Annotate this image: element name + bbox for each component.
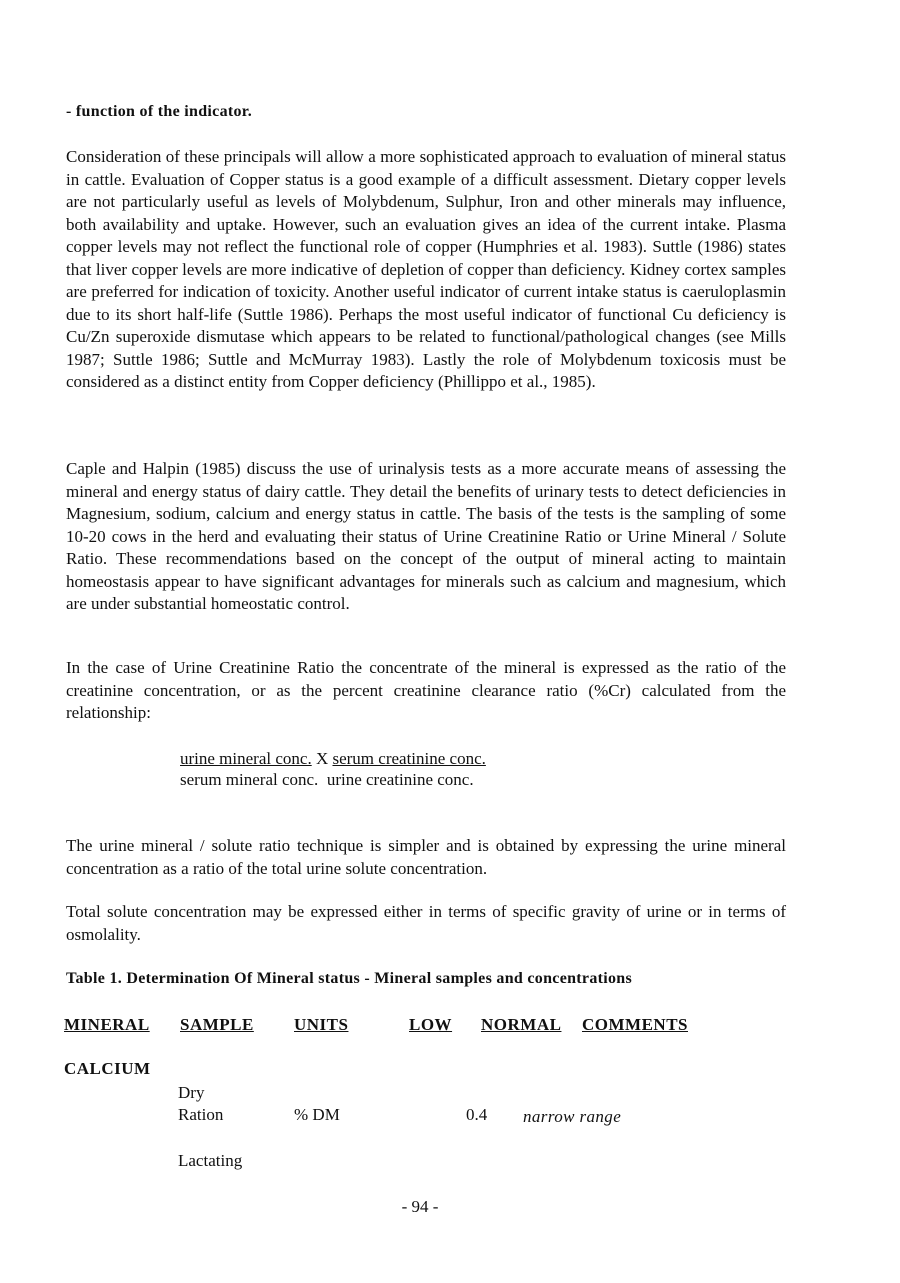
formula-denominator-right: urine creatinine conc. bbox=[326, 770, 474, 789]
table-title: Table 1. Determination Of Mineral status - Mineral samples and concentrations bbox=[66, 970, 633, 987]
table-header-sample: SAMPLE bbox=[180, 1015, 254, 1034]
table-normal-value: 0.4 bbox=[466, 1105, 488, 1124]
table-header-units: UNITS bbox=[294, 1015, 349, 1034]
table-header-mineral: MINERAL bbox=[64, 1015, 150, 1034]
section-heading-fragment: - function of the indicator. bbox=[66, 103, 253, 120]
paragraph-copper-status: Consideration of these principals will allow a more sophisticated approach to evaluation of mineral status in cattle. Evaluation of Copper status is a good example of a difficult assessment. Dietary copper levels are not particularly useful as levels of Molybdenum, Sulphur, Iron and other minerals may influence, both availability and uptake. However, such an evaluation gives an idea of the current intake. Plasma copper levels may not reflect the functional role of copper (Humphries et al. 1983). Suttle (1986) states that liver copper levels are more indicative of depletion of copper than deficiency. Kidney cortex samples are preferred for indication of toxicity. Another useful indicator of current intake status is caeruloplasmin due to its short half-life (Suttle 1986). Perhaps the most useful indicator of functional Cu deficiency is Cu/Zn superoxide dismutase which appears to be related to functional/pathological changes (see Mills 1987; Suttle 1986; Suttle and McMurray 1983). Lastly the role of Molybdenum toxicosis must be considered as a distinct entity from Copper deficiency (Phillippo et al., 1985). bbox=[66, 147, 786, 391]
table-units: % DM bbox=[294, 1105, 340, 1124]
table-sample-line1: Dry bbox=[178, 1083, 205, 1102]
formula-numerator-right: serum creatinine conc. bbox=[332, 749, 486, 768]
paragraph-urinalysis: Caple and Halpin (1985) discuss the use of urinalysis tests as a more accurate means of assessing the mineral and energy status of dairy cattle. They detail the benefits of urinary tests to detect deficiencies in Magnesium, sodium, calcium and energy status in cattle. The basis of the tests is the sampling of some 10-20 cows in the herd and evaluating their status of Urine Creatinine Ratio or Urine Mineral / Solute Ratio. These recommendations based on the concept of the output of mineral acting to maintain homeostasis appear to have significant advantages for minerals such as calcium and magnesium, which are under substantial homeostatic control. bbox=[66, 459, 786, 613]
table-header-low: LOW bbox=[409, 1015, 453, 1034]
table-next-sample: Lactating bbox=[178, 1151, 243, 1170]
formula-numerator-left: urine mineral conc. bbox=[180, 749, 312, 768]
paragraph-total-solute: Total solute concentration may be expressed either in terms of specific gravity of urine or in terms of osmolality. bbox=[66, 902, 786, 944]
formula-numerator bbox=[180, 748, 486, 769]
table-sample-line2: Ration bbox=[178, 1105, 224, 1124]
page-number: - 94 - bbox=[401, 1197, 439, 1216]
table-comment: narrow range bbox=[523, 1107, 622, 1126]
table-header-comments: COMMENTS bbox=[582, 1015, 688, 1034]
formula-denominator-left: serum mineral conc. bbox=[180, 770, 319, 789]
paragraph-creatinine-ratio: In the case of Urine Creatinine Ratio the concentrate of the mineral is expressed as the ratio of the creatinine concentration, or as the percent creatinine clearance ratio (%Cr) calculated from the relationship: bbox=[66, 658, 786, 722]
formula-operator: X bbox=[315, 749, 329, 768]
formula-denominator bbox=[180, 769, 474, 790]
table-mineral-calcium: CALCIUM bbox=[64, 1059, 151, 1078]
paragraph-solute-ratio: The urine mineral / solute ratio technique is simpler and is obtained by expressing the urine mineral concentration as a ratio of the total urine solute concentration. bbox=[66, 836, 786, 878]
table-header-normal: NORMAL bbox=[481, 1015, 562, 1034]
